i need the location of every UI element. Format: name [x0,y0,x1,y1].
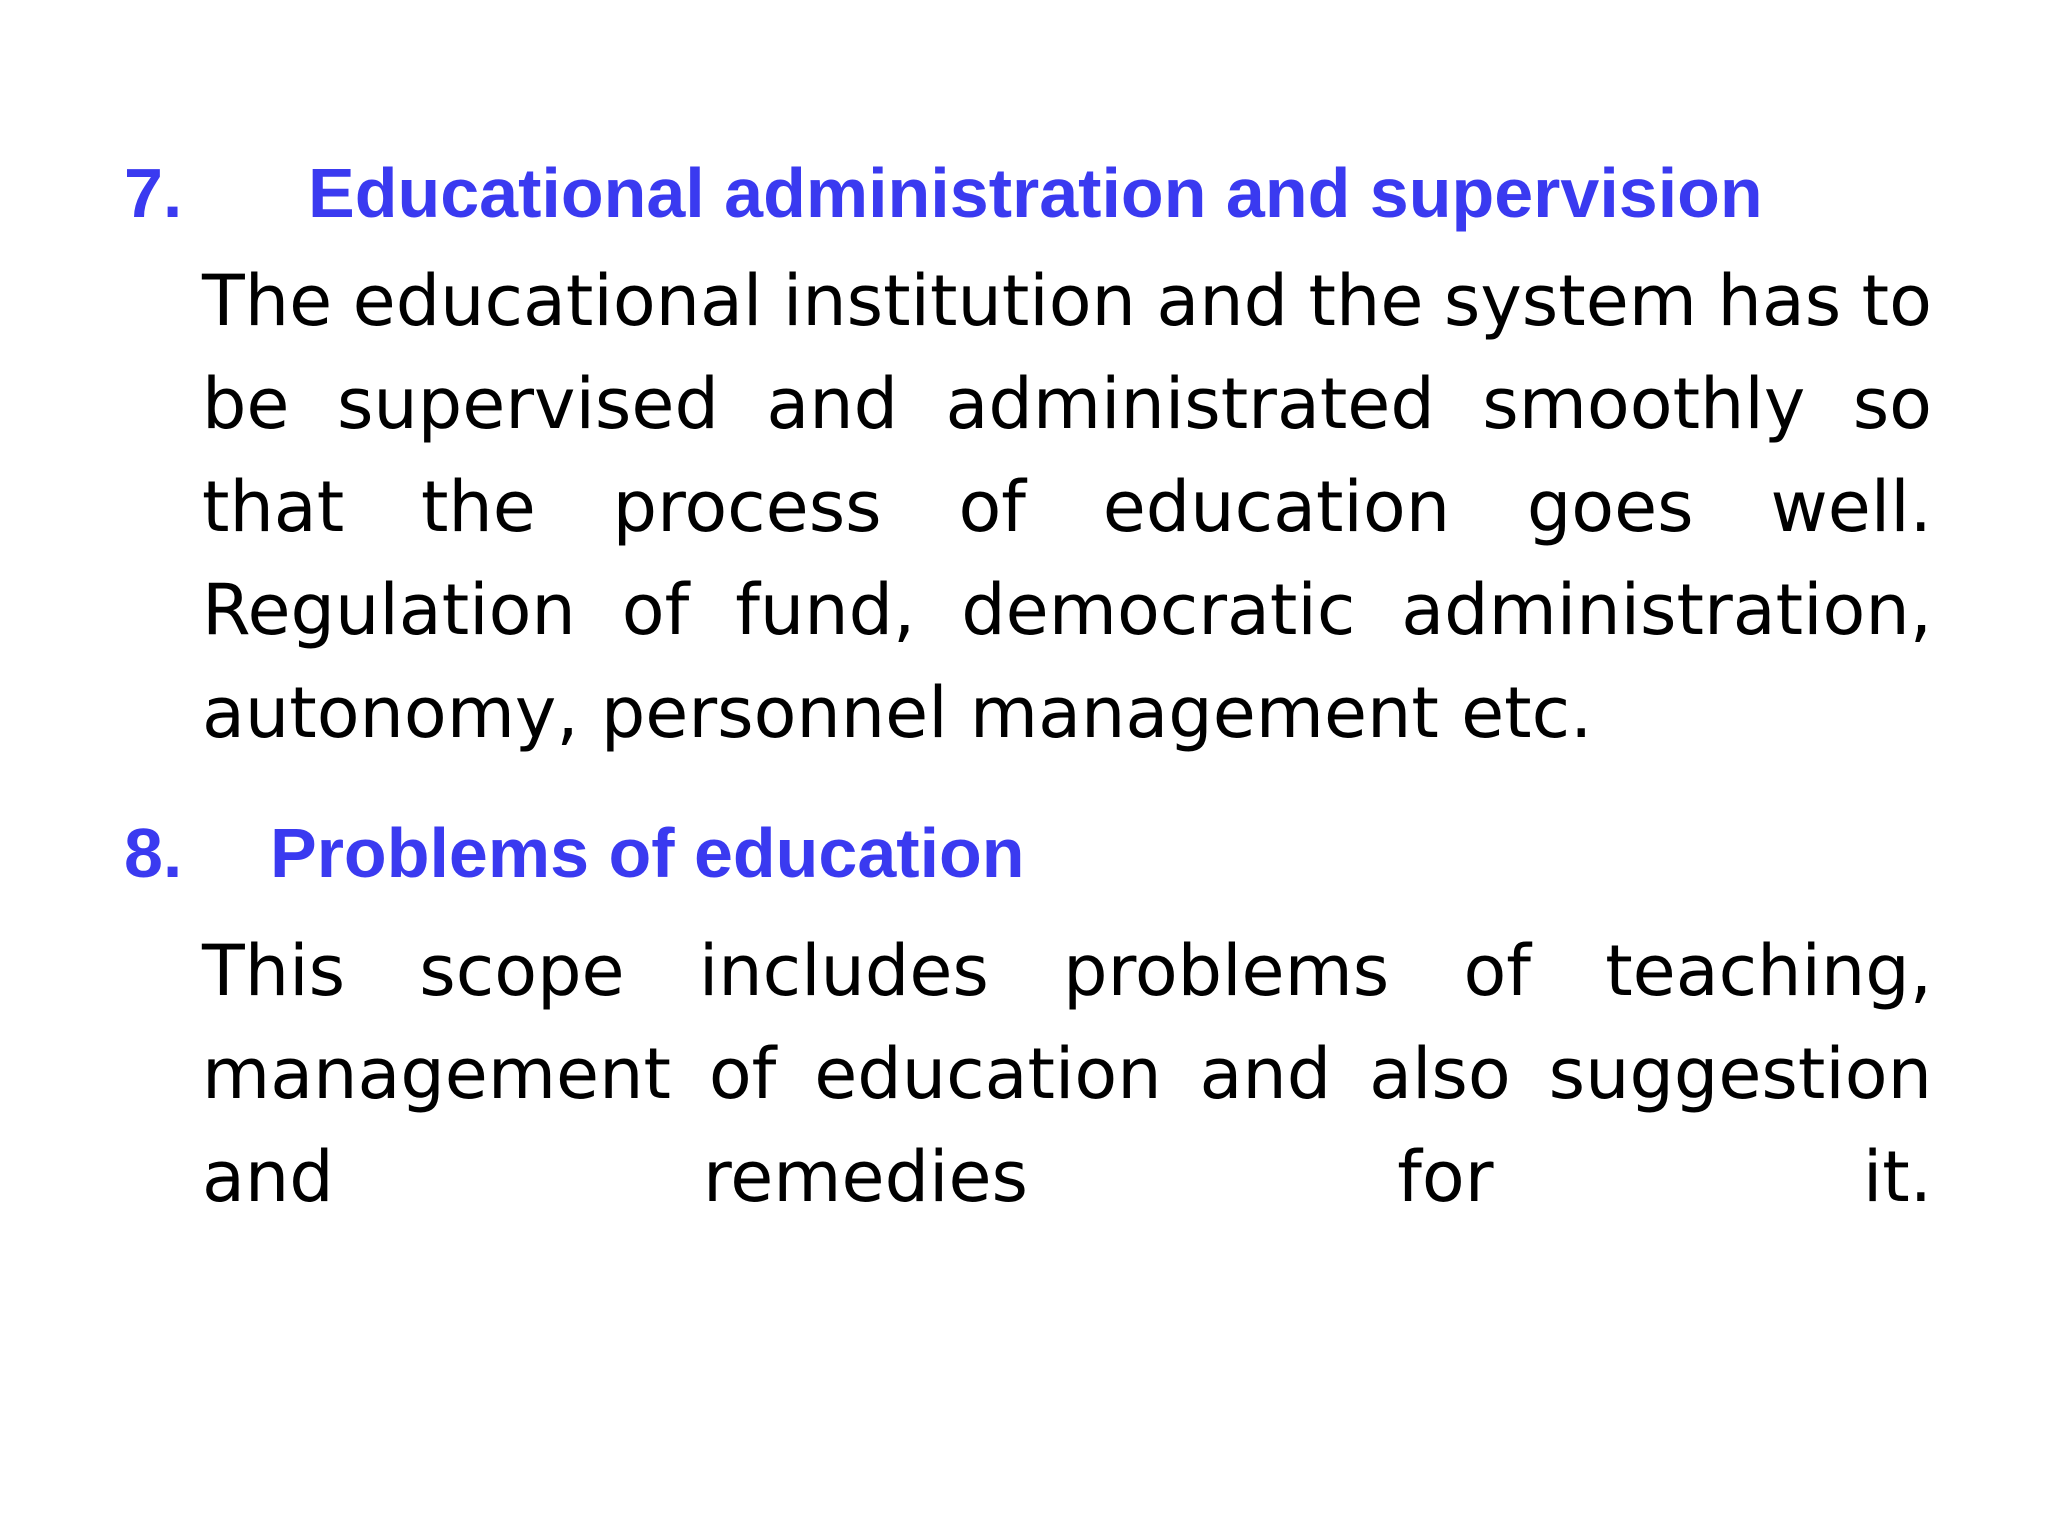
section-7 [124,154,1932,765]
section-number: 8. [124,814,183,892]
section-title: Educational administration and supervision [308,154,1763,232]
body-line: The educational institution and the system has to [202,260,1932,342]
section-heading [124,154,1924,232]
body-line: Regulation of fund, democratic administration, [202,569,1932,651]
body-line: autonomy, personnel management etc. [202,672,1593,754]
section-number: 7. [124,154,183,232]
section-body [202,920,1932,1229]
body-line: This scope includes problems of teaching, [202,930,1932,1012]
section-8 [124,814,1932,1229]
body-line: and remedies for it. [202,1136,1932,1218]
section-title: Problems of education [270,814,1025,892]
body-line: be supervised and administrated smoothly so [202,363,1932,445]
body-line: management of education and also suggestion [202,1033,1932,1115]
section-heading [124,814,1924,892]
section-body [202,250,1932,765]
body-line: that the process of education goes well. [202,466,1932,548]
